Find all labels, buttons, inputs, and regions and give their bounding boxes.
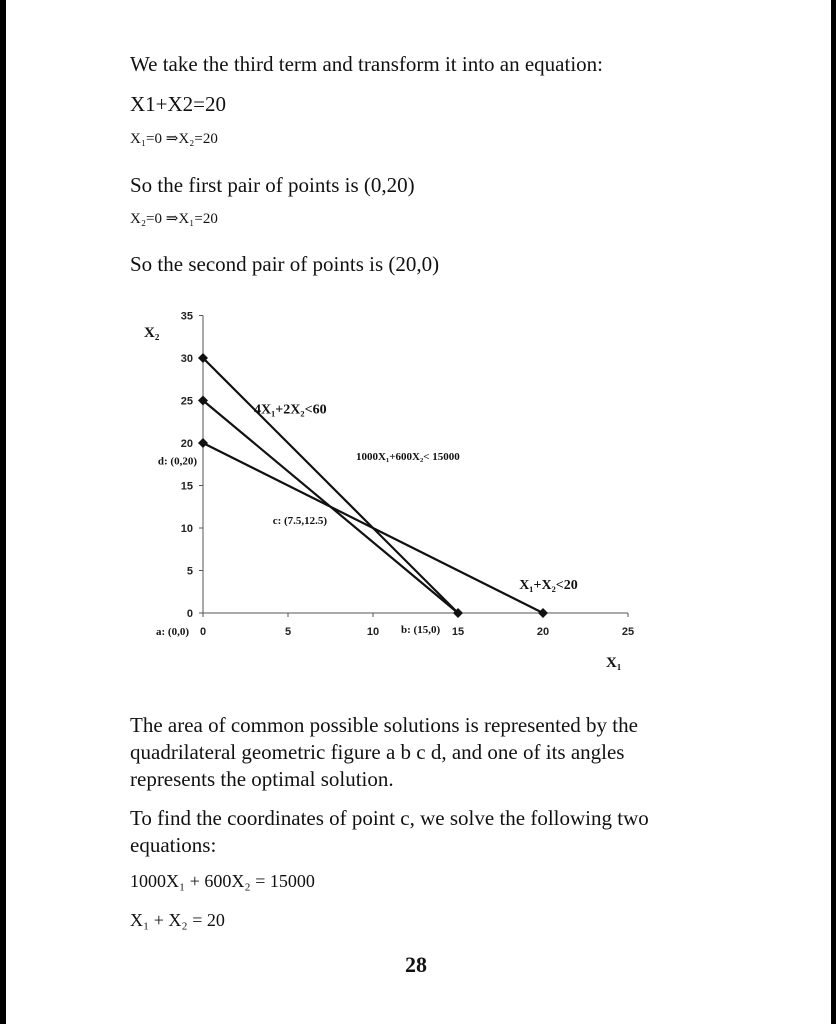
point-label-c: c: (7.5,12.5): [272, 514, 328, 527]
pair2-text: So the second pair of points is (20,0): [130, 252, 440, 276]
area-paragraph: The area of common possible solutions is represented by the quadrilateral geometric figure a b c d, and one of its angles represents the optimal solution.: [130, 713, 638, 791]
x-tick-label: 10: [366, 626, 380, 638]
point-label-a: a: (0,0): [156, 626, 189, 638]
x-axis-title: X₁: [606, 655, 622, 671]
y-tick-label: 20: [180, 438, 193, 450]
pair1-text: So the first pair of points is (0,20): [130, 173, 415, 197]
page-number: 28: [405, 952, 427, 977]
y-tick-label: 30: [180, 353, 193, 365]
feasible-region-chart: [140, 300, 660, 690]
point-label-b: b: (15,0): [401, 624, 441, 636]
intro-text: We take the third term and transform it into an equation:: [130, 52, 604, 76]
y-tick-label: 35: [180, 310, 193, 323]
step2-text: X₂=0 ⇒X₁=20: [130, 211, 218, 227]
line-label-4x1-2x2: 4X₁+2X₂<60: [254, 402, 327, 418]
x-tick-label: 25: [621, 626, 635, 638]
find-c-paragraph: To find the coordinates of point c, we solve the following two equations:: [130, 806, 649, 857]
x-tick-label: 20: [536, 626, 550, 638]
point-marker: [538, 608, 548, 618]
x-tick-label: 0: [199, 626, 207, 638]
y-axis-title: X₂: [144, 324, 160, 341]
y-tick-label: 10: [180, 523, 193, 535]
left-border: [0, 0, 6, 1024]
y-tick-label: 5: [186, 565, 193, 578]
equation-c2: X₁ + X₂ = 20: [130, 910, 225, 930]
y-tick-label: 0: [186, 608, 193, 620]
y-tick-label: 15: [180, 480, 193, 493]
constraint-line: [203, 358, 458, 613]
point-marker: [198, 438, 208, 448]
equation-text: X1+X2=20: [130, 92, 227, 116]
line-label-x1-x2: X₁+X₂<20: [519, 578, 578, 594]
line-label-1000x1-600x2: 1000X₁+600X₂< 15000: [356, 451, 460, 463]
step1-text: X₁=0 ⇒X₂=20: [130, 131, 218, 147]
y-tick-label: 25: [180, 395, 193, 408]
x-tick-label: 5: [284, 626, 292, 638]
point-label-d: d: (0,20): [157, 455, 197, 468]
constraint-line: [203, 443, 543, 613]
equation-c1: 1000X₁ + 600X₂ = 15000: [130, 871, 315, 891]
right-border: [831, 0, 836, 1024]
x-tick-label: 15: [451, 626, 465, 638]
